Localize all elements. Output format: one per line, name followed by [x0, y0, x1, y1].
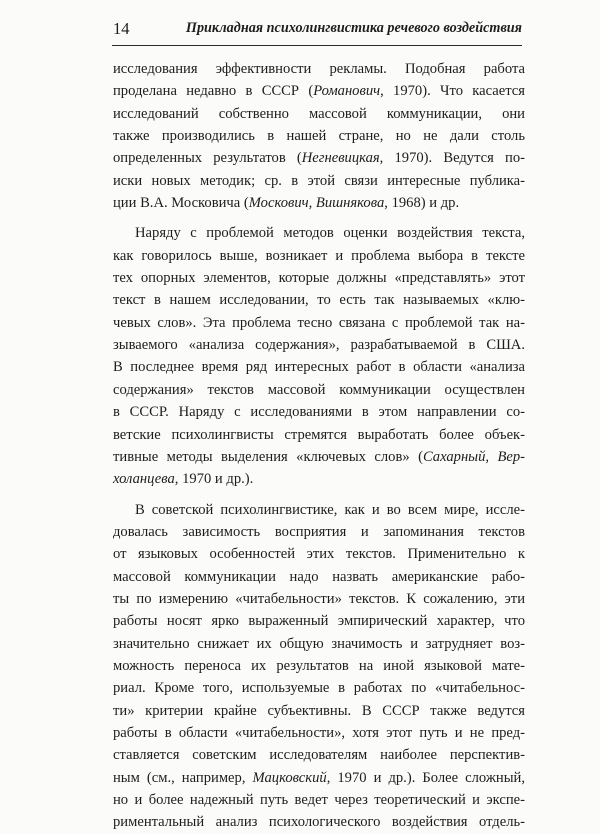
- text-line: [113, 147, 525, 169]
- text-segment: В последнее время ряд интересных работ в области «анализа: [113, 359, 525, 376]
- text-line: [113, 521, 525, 543]
- text-line: [113, 379, 525, 401]
- text-segment: Наряду с проблемой методов оценки воздействия текста,: [135, 225, 525, 242]
- text-line: [113, 170, 525, 192]
- text-segment: ным (см., например,: [113, 769, 253, 786]
- italic-citation: Сахарный, Вер-: [422, 448, 525, 465]
- text-segment: в СССР. Наряду с исследованиями в этом направлении со-: [113, 404, 525, 421]
- paragraph: [113, 499, 525, 834]
- text-segment: иски новых методик; ср. в этой связи интересные публика-: [113, 172, 525, 189]
- text-line: [113, 744, 525, 766]
- paragraph: [113, 58, 525, 214]
- text-segment: работы в области «читабельности», хотя этот путь и не пред-: [113, 724, 525, 741]
- text-segment: работы носят ярко выраженный эмпирический характер, что: [113, 613, 525, 630]
- text-segment: от языковых особенностей этих текстов. Применительно к: [113, 546, 525, 563]
- text-segment: но и более надежный путь ведет через теоретический и экспе-: [113, 792, 525, 808]
- text-line: [113, 722, 525, 744]
- italic-citation: Романович: [313, 83, 381, 100]
- text-line: [113, 566, 525, 588]
- text-segment: тивные методы выделения «ключевых слов» (: [113, 448, 423, 465]
- text-line: [113, 767, 525, 789]
- text-segment: массовой коммуникации надо назвать американские рабо-: [113, 568, 525, 585]
- text-line: [113, 58, 525, 80]
- text-line: [113, 356, 525, 378]
- text-line: [113, 289, 525, 311]
- page-header: [112, 15, 522, 46]
- text-segment: , 1970 и др.). Более сложный,: [326, 769, 525, 786]
- text-segment: содержания» текстов массовой коммуникации осуществлен: [113, 381, 525, 398]
- text-segment: исследований собственно массовой коммуникации, они: [113, 105, 525, 122]
- text-line: [113, 334, 525, 356]
- text-segment: зываемого «анализа содержания», разрабатываемой в США.: [113, 337, 525, 354]
- text-segment: ветские психолингвисты стремятся выработать более объек-: [113, 426, 525, 443]
- text-line: [113, 125, 525, 147]
- text-segment: ставляется советским исследователям наиболее перспектив-: [113, 747, 525, 764]
- paragraph-gap: [113, 214, 525, 222]
- text-line: [113, 655, 525, 677]
- text-line: [113, 267, 525, 289]
- text-segment: , 1970). Ведутся по-: [379, 150, 525, 167]
- text-segment: , 1970 и др.).: [174, 471, 254, 488]
- paragraph-gap: [113, 491, 525, 499]
- text-line: [113, 789, 525, 811]
- text-segment: проделана недавно в СССР (: [113, 83, 314, 100]
- text-segment: , 1968) и др.: [384, 195, 460, 212]
- text-line: [113, 588, 525, 610]
- text-segment: тех опорных элементов, которые должны «представлять» этот: [113, 270, 525, 287]
- text-line: [113, 424, 525, 446]
- text-line: [113, 80, 525, 102]
- text-segment: как говорилось выше, возникает и проблема выбора в тексте: [113, 247, 525, 264]
- text-segment: , 1970). Что касается: [380, 83, 525, 100]
- text-segment: можность переноса их результатов на иной языковой мате-: [113, 657, 525, 674]
- text-line: [113, 543, 525, 565]
- running-title: Прикладная психолингвистика речевого воздействия: [185, 20, 522, 36]
- text-line: [113, 499, 525, 521]
- text-segment: исследования эффективности рекламы. Подобная работа: [113, 61, 525, 77]
- text-segment: ты по измерению «читабельности» текстов. К сожалению, эти: [113, 590, 525, 607]
- italic-citation: Негневицкая: [301, 150, 380, 167]
- text-segment: текст в нашем исследовании, то есть так называемых «клю-: [113, 292, 525, 309]
- text-segment: ции В.А. Московича (: [113, 195, 249, 212]
- text-segment: риал. Кроме того, используемые в работах по «читабельнос-: [113, 680, 525, 697]
- text-segment: также производились в нашей стране, но не дали столь: [113, 128, 525, 145]
- text-line: [113, 222, 525, 244]
- italic-citation: Мацковский: [252, 769, 327, 786]
- italic-citation: холанцева: [113, 471, 175, 488]
- text-line: [113, 677, 525, 699]
- text-segment: определенных результатов (: [113, 150, 302, 167]
- text-line: [113, 633, 525, 655]
- text-segment: ти» критерии крайне субъективны. В СССР также ведутся: [113, 702, 525, 719]
- text-segment: довалась зависимость восприятия и запоминания текстов: [113, 523, 525, 540]
- page-number: 14: [113, 19, 130, 38]
- paragraph: [113, 222, 525, 490]
- text-line: [113, 468, 525, 490]
- text-line: [113, 700, 525, 722]
- text-line: [113, 610, 525, 632]
- text-line: [113, 103, 525, 125]
- text-segment: риментальный анализ психологического воздействия отдель-: [113, 814, 525, 831]
- text-segment: чевых слов». Эта проблема тесно связана с проблемой так на-: [113, 314, 525, 331]
- text-segment: В советской психолингвистике, как и во всем мире, иссле-: [135, 501, 525, 518]
- text-line: [113, 245, 525, 267]
- italic-citation: Москович, Вишнякова: [248, 195, 385, 212]
- body-text: [113, 58, 525, 834]
- text-line: [113, 811, 525, 833]
- text-line: [113, 401, 525, 423]
- text-line: [113, 446, 525, 468]
- text-line: [113, 312, 525, 334]
- text-segment: значительно снижает их общую значимость и затрудняет воз-: [113, 635, 525, 652]
- text-line: [113, 192, 525, 214]
